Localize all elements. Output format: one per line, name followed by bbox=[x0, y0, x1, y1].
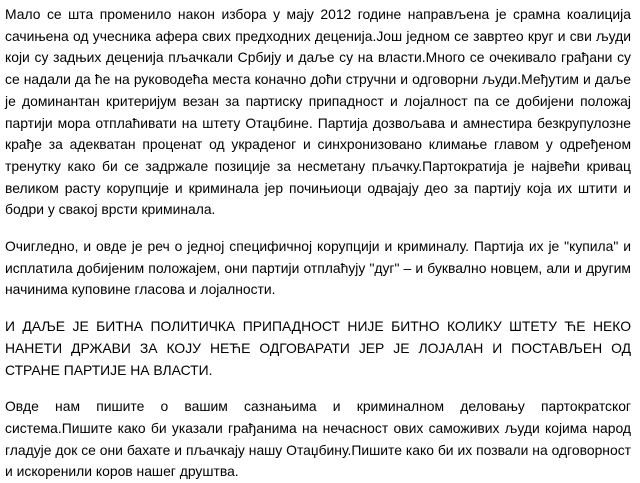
paragraph-corruption: Очигледно, и овде је реч о једној специфичној корупцији и криминалу. Партија их је "купила" и исплатила добијеним положајем, они партији отплаћују "дуг" – и буквално новцем, али и другим начинима куповине гласова и лојалности. bbox=[5, 238, 631, 298]
paragraph-call-to-write: Овде нам пишите о вашим сазнањима и криминалном деловању партократског система.Пишите како би указали грађанима на нечасност ових саможивих људи којима народ гладује док се они бахате и пљачкају нашу Отаџбину.Пишите како би их позвали на одговорност и искоренили коров нашег друштва. bbox=[5, 398, 631, 480]
paragraph-political-affiliation: И ДАЉЕ ЈЕ БИТНА ПОЛИТИЧКА ПРИПАДНОСТ НИЈЕ БИТНО КОЛИКУ ШТЕТУ ЋЕ НЕКО НАНЕТИ ДРЖАВИ ЗА КОЈУ НЕЋЕ ОДГОВАРАТИ ЈЕР ЈЕ ЛОЈАЛАН И ПОСТАВЉЕН ОД СТРАНЕ ПАРТИЈЕ НА ВЛАСТИ. bbox=[5, 318, 631, 378]
document-body bbox=[5, 4, 631, 483]
paragraph-partocracy-intro: Мало се шта променило након избора у мају 2012 године направљена је срамна коалиција сачињена од учесника афера свих предходних деценија.Још једном се завртео круг и сви људи који су задњих деценија пљачкали Србију и даље су на власти.Много се очекивало грађани су се надали да ће на руководећа места коначно доћи стручни и одговорни људи.Међутим и даље је доминантан критеријум везан за партиску припадност и лојалност па се добијени положај партији мора отплаћивати на штету Отаџбине. Партија дозвољава и амнестира безкрупулозне крађе за адекватан проценат од украденог и синхронизовано климање главом у одређеном тренутку како би се задржале позиције за несметану пљачку.Партократија је највећи кривац великом расту корупције и криминала јер почињиоци одвајају део за партију која их штити и бодри у свакој врсти криминала. bbox=[5, 6, 631, 218]
